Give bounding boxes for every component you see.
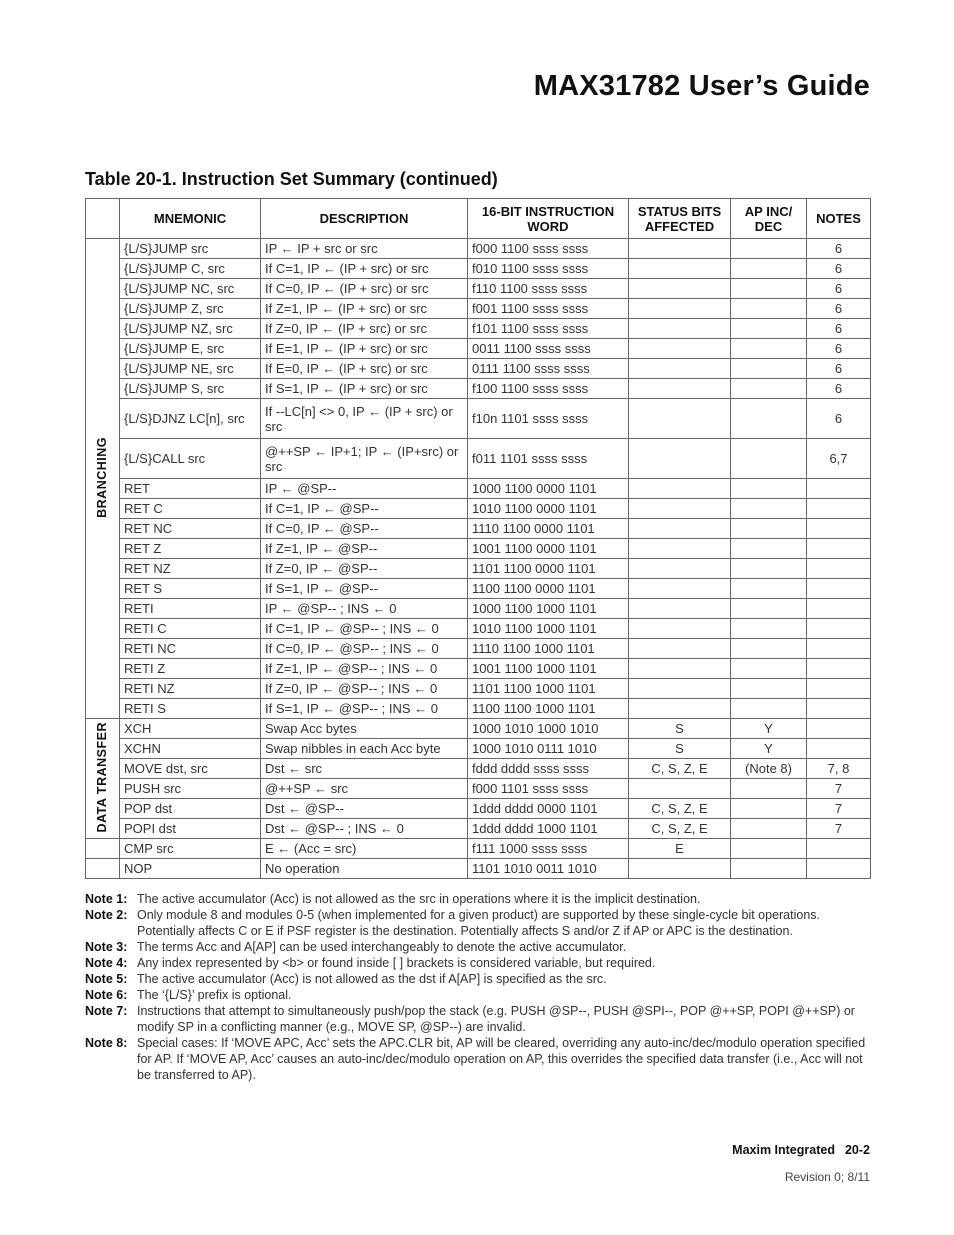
- mnemonic-cell: RETI NZ: [120, 679, 261, 699]
- ap-inc-dec-cell: [731, 659, 807, 679]
- notes-cell: [807, 739, 871, 759]
- ap-inc-dec-cell: [731, 299, 807, 319]
- notes-cell: 6: [807, 339, 871, 359]
- description-cell: If S=1, IP ← @SP--: [261, 579, 468, 599]
- mnemonic-cell: {L/S}DJNZ LC[n], src: [120, 399, 261, 439]
- status-bits-cell: [629, 779, 731, 799]
- description-cell: E ← (Acc = src): [261, 839, 468, 859]
- header-row: [86, 199, 871, 239]
- description-cell: If Z=1, IP ← @SP-- ; INS ← 0: [261, 659, 468, 679]
- ap-inc-dec-cell: (Note 8): [731, 759, 807, 779]
- table-row: [86, 499, 871, 519]
- table-row: [86, 759, 871, 779]
- instruction-word-cell: f111 1000 ssss ssss: [468, 839, 629, 859]
- footer-revision: Revision 0; 8/11: [784, 1170, 870, 1184]
- page-number: 20-2: [844, 1143, 870, 1157]
- note-text: The active accumulator (Acc) is not allowed as the dst if A[AP] is specified as the src.: [137, 972, 607, 986]
- note-label: Note 8:: [85, 1036, 128, 1050]
- note-label: Note 5:: [85, 972, 128, 986]
- status-bits-cell: [629, 859, 731, 879]
- mnemonic-cell: RET NC: [120, 519, 261, 539]
- note-item: [85, 955, 870, 971]
- instruction-word-cell: 1ddd dddd 1000 1101: [468, 819, 629, 839]
- status-bits-cell: S: [629, 719, 731, 739]
- mnemonic-cell: PUSH src: [120, 779, 261, 799]
- status-bits-cell: [629, 519, 731, 539]
- table-row: [86, 279, 871, 299]
- note-item: [85, 939, 870, 955]
- mnemonic-cell: RETI Z: [120, 659, 261, 679]
- description-cell: @++SP ← src: [261, 779, 468, 799]
- mnemonic-cell: {L/S}JUMP src: [120, 239, 261, 259]
- notes-cell: 6: [807, 259, 871, 279]
- status-bits-cell: [629, 639, 731, 659]
- notes-cell: [807, 679, 871, 699]
- status-bits-cell: [629, 499, 731, 519]
- mnemonic-cell: RET C: [120, 499, 261, 519]
- mnemonic-cell: RET: [120, 479, 261, 499]
- instruction-word-cell: 1101 1100 0000 1101: [468, 559, 629, 579]
- status-bits-cell: [629, 679, 731, 699]
- status-bits-cell: C, S, Z, E: [629, 799, 731, 819]
- ap-inc-dec-cell: [731, 279, 807, 299]
- instruction-word-cell: 1001 1100 0000 1101: [468, 539, 629, 559]
- note-label: Note 4:: [85, 956, 128, 970]
- header-group-cell: [86, 199, 120, 239]
- ap-inc-dec-cell: [731, 519, 807, 539]
- note-item: [85, 971, 870, 987]
- ap-inc-dec-cell: [731, 439, 807, 479]
- note-item: [85, 891, 870, 907]
- description-cell: If C=1, IP ← @SP--: [261, 499, 468, 519]
- status-bits-cell: [629, 319, 731, 339]
- notes-cell: 7, 8: [807, 759, 871, 779]
- status-bits-cell: [629, 539, 731, 559]
- company-name: Maxim Integrated: [732, 1143, 835, 1157]
- note-text: Special cases: If ‘MOVE APC, Acc’ sets the APC.CLR bit, AP will be cleared, overriding any auto-inc/dec/modulo operation specified for AP. If ‘MOVE AP, Acc’ causes an auto-inc/dec/modulo operation on AP, this overrides the specified data transfer (i.e., Acc will not be transferred to AP).: [137, 1036, 866, 1082]
- mnemonic-cell: XCH: [120, 719, 261, 739]
- description-cell: No operation: [261, 859, 468, 879]
- note-label: Note 7:: [85, 1004, 128, 1018]
- description-cell: If S=1, IP ← (IP + src) or src: [261, 379, 468, 399]
- ap-inc-dec-cell: [731, 639, 807, 659]
- instruction-word-cell: f010 1100 ssss ssss: [468, 259, 629, 279]
- note-text: Instructions that attempt to simultaneously push/pop the stack (e.g. PUSH @SP--, PUSH @SPI--, POP @++SP, POPI @++SP) or modify SP in a conflicting manner (e.g., MOVE SP, @SP--) are invalid.: [137, 1004, 855, 1034]
- instruction-set-table: [85, 198, 871, 879]
- ap-inc-dec-cell: [731, 679, 807, 699]
- table-row: [86, 699, 871, 719]
- note-item: [85, 987, 870, 1003]
- description-cell: If C=1, IP ← @SP-- ; INS ← 0: [261, 619, 468, 639]
- notes-cell: [807, 499, 871, 519]
- notes-cell: 6: [807, 319, 871, 339]
- empty-group-cell: [86, 859, 120, 879]
- ap-inc-dec-cell: Y: [731, 719, 807, 739]
- notes-cell: 6: [807, 399, 871, 439]
- mnemonic-cell: RETI C: [120, 619, 261, 639]
- note-text: The terms Acc and A[AP] can be used interchangeably to denote the active accumulator.: [137, 940, 627, 954]
- status-bits-cell: [629, 599, 731, 619]
- instruction-word-cell: f000 1100 ssss ssss: [468, 239, 629, 259]
- status-bits-cell: [629, 279, 731, 299]
- notes-cell: [807, 659, 871, 679]
- notes-cell: 6,7: [807, 439, 871, 479]
- table-row: [86, 679, 871, 699]
- note-item: [85, 1035, 870, 1083]
- notes-cell: [807, 859, 871, 879]
- status-bits-cell: [629, 699, 731, 719]
- instruction-word-cell: f011 1101 ssss ssss: [468, 439, 629, 479]
- description-cell: If Z=1, IP ← (IP + src) or src: [261, 299, 468, 319]
- notes-cell: [807, 839, 871, 859]
- ap-inc-dec-cell: [731, 699, 807, 719]
- table-row: [86, 839, 871, 859]
- notes-cell: 7: [807, 799, 871, 819]
- description-cell: IP ← @SP--: [261, 479, 468, 499]
- instruction-word-cell: 0011 1100 ssss ssss: [468, 339, 629, 359]
- table-row: [86, 619, 871, 639]
- empty-group-cell: [86, 839, 120, 859]
- note-label: Note 3:: [85, 940, 128, 954]
- instruction-word-cell: 1000 1100 0000 1101: [468, 479, 629, 499]
- notes-cell: 6: [807, 299, 871, 319]
- branching-group-label: [86, 239, 120, 719]
- table-row: [86, 579, 871, 599]
- header-description: DESCRIPTION: [261, 199, 468, 239]
- status-bits-cell: [629, 479, 731, 499]
- ap-inc-dec-cell: [731, 559, 807, 579]
- table-row: [86, 439, 871, 479]
- ap-inc-dec-cell: [731, 319, 807, 339]
- notes-cell: [807, 479, 871, 499]
- instruction-word-cell: fddd dddd ssss ssss: [468, 759, 629, 779]
- instruction-word-cell: f001 1100 ssss ssss: [468, 299, 629, 319]
- mnemonic-cell: POP dst: [120, 799, 261, 819]
- table-row: [86, 319, 871, 339]
- note-text: Any index represented by <b> or found inside [ ] brackets is considered variable, but required.: [137, 956, 656, 970]
- description-cell: Swap nibbles in each Acc byte: [261, 739, 468, 759]
- table-row: [86, 859, 871, 879]
- notes-cell: [807, 619, 871, 639]
- description-cell: Dst ← src: [261, 759, 468, 779]
- table-row: [86, 659, 871, 679]
- description-cell: If C=0, IP ← (IP + src) or src: [261, 279, 468, 299]
- mnemonic-cell: RETI NC: [120, 639, 261, 659]
- table-row: [86, 479, 871, 499]
- status-bits-cell: C, S, Z, E: [629, 819, 731, 839]
- mnemonic-cell: RET S: [120, 579, 261, 599]
- description-cell: If E=0, IP ← (IP + src) or src: [261, 359, 468, 379]
- ap-inc-dec-cell: [731, 579, 807, 599]
- ap-inc-dec-cell: Y: [731, 739, 807, 759]
- description-cell: If S=1, IP ← @SP-- ; INS ← 0: [261, 699, 468, 719]
- mnemonic-cell: {L/S}JUMP Z, src: [120, 299, 261, 319]
- instruction-word-cell: f100 1100 ssss ssss: [468, 379, 629, 399]
- note-label: Note 1:: [85, 892, 128, 906]
- header-ap-inc-dec: AP INC/ DEC: [731, 199, 807, 239]
- ap-inc-dec-cell: [731, 859, 807, 879]
- notes-cell: 6: [807, 359, 871, 379]
- mnemonic-cell: {L/S}JUMP C, src: [120, 259, 261, 279]
- instruction-word-cell: 1101 1100 1000 1101: [468, 679, 629, 699]
- table-row: [86, 399, 871, 439]
- table-row: [86, 339, 871, 359]
- notes-cell: [807, 719, 871, 739]
- header-notes: NOTES: [807, 199, 871, 239]
- description-cell: Dst ← @SP--: [261, 799, 468, 819]
- ap-inc-dec-cell: [731, 799, 807, 819]
- mnemonic-cell: {L/S}CALL src: [120, 439, 261, 479]
- ap-inc-dec-cell: [731, 539, 807, 559]
- description-cell: If Z=0, IP ← @SP--: [261, 559, 468, 579]
- mnemonic-cell: {L/S}JUMP S, src: [120, 379, 261, 399]
- status-bits-cell: [629, 379, 731, 399]
- table-caption: Table 20-1. Instruction Set Summary (continued): [85, 169, 498, 189]
- table-header: [86, 199, 871, 239]
- mnemonic-cell: {L/S}JUMP E, src: [120, 339, 261, 359]
- status-bits-cell: [629, 619, 731, 639]
- description-cell: If Z=0, IP ← @SP-- ; INS ← 0: [261, 679, 468, 699]
- status-bits-cell: [629, 399, 731, 439]
- status-bits-cell: [629, 359, 731, 379]
- branching-group-label-text: BRANCHING: [95, 436, 109, 518]
- table-row: [86, 379, 871, 399]
- table-body: [86, 239, 871, 879]
- table-row: [86, 239, 871, 259]
- header-instruction-word: 16-BIT INSTRUCTION WORD: [468, 199, 629, 239]
- table-row: [86, 739, 871, 759]
- ap-inc-dec-cell: [731, 259, 807, 279]
- instruction-word-cell: 1100 1100 1000 1101: [468, 699, 629, 719]
- data-transfer-group-label-text: DATA TRANSFER: [95, 721, 109, 833]
- mnemonic-cell: RET NZ: [120, 559, 261, 579]
- table-row: [86, 819, 871, 839]
- mnemonic-cell: NOP: [120, 859, 261, 879]
- instruction-word-cell: 1100 1100 0000 1101: [468, 579, 629, 599]
- notes-cell: [807, 699, 871, 719]
- table-row: [86, 799, 871, 819]
- table-row: [86, 299, 871, 319]
- table-row: [86, 599, 871, 619]
- instruction-word-cell: f110 1100 ssss ssss: [468, 279, 629, 299]
- status-bits-cell: [629, 439, 731, 479]
- mnemonic-cell: XCHN: [120, 739, 261, 759]
- instruction-word-cell: 0111 1100 ssss ssss: [468, 359, 629, 379]
- description-cell: If C=0, IP ← @SP--: [261, 519, 468, 539]
- notes-cell: 6: [807, 279, 871, 299]
- instruction-word-cell: 1010 1100 0000 1101: [468, 499, 629, 519]
- notes-cell: [807, 559, 871, 579]
- ap-inc-dec-cell: [731, 839, 807, 859]
- document-title: MAX31782 User’s Guide: [533, 70, 870, 102]
- status-bits-cell: [629, 559, 731, 579]
- description-cell: @++SP ← IP+1; IP ← (IP+src) or src: [261, 439, 468, 479]
- notes-cell: [807, 599, 871, 619]
- notes-cell: [807, 519, 871, 539]
- ap-inc-dec-cell: [731, 619, 807, 639]
- description-cell: If C=1, IP ← (IP + src) or src: [261, 259, 468, 279]
- description-cell: If Z=1, IP ← @SP--: [261, 539, 468, 559]
- ap-inc-dec-cell: [731, 399, 807, 439]
- notes-cell: 6: [807, 379, 871, 399]
- mnemonic-cell: CMP src: [120, 839, 261, 859]
- table-row: [86, 719, 871, 739]
- mnemonic-cell: POPI dst: [120, 819, 261, 839]
- instruction-word-cell: 1001 1100 1000 1101: [468, 659, 629, 679]
- ap-inc-dec-cell: [731, 499, 807, 519]
- description-cell: If Z=0, IP ← (IP + src) or src: [261, 319, 468, 339]
- note-text: Only module 8 and modules 0-5 (when implemented for a given product) are supported by these single-cycle bit operations. Potentially affects C or E if PSF register is the destination. Potentially affects S and/or Z if AP or APC is the destination.: [137, 908, 821, 938]
- description-cell: Dst ← @SP-- ; INS ← 0: [261, 819, 468, 839]
- header-status-bits: STATUS BITS AFFECTED: [629, 199, 731, 239]
- table-row: [86, 259, 871, 279]
- mnemonic-cell: MOVE dst, src: [120, 759, 261, 779]
- mnemonic-cell: {L/S}JUMP NZ, src: [120, 319, 261, 339]
- table-row: [86, 519, 871, 539]
- footer-company: [732, 1143, 870, 1157]
- table-row: [86, 359, 871, 379]
- notes-section: [85, 891, 870, 1083]
- status-bits-cell: [629, 339, 731, 359]
- notes-cell: 7: [807, 819, 871, 839]
- description-cell: If E=1, IP ← (IP + src) or src: [261, 339, 468, 359]
- status-bits-cell: [629, 579, 731, 599]
- instruction-word-cell: 1000 1010 0111 1010: [468, 739, 629, 759]
- table-row: [86, 539, 871, 559]
- ap-inc-dec-cell: [731, 379, 807, 399]
- instruction-word-cell: f101 1100 ssss ssss: [468, 319, 629, 339]
- ap-inc-dec-cell: [731, 239, 807, 259]
- instruction-word-cell: 1101 1010 0011 1010: [468, 859, 629, 879]
- mnemonic-cell: RET Z: [120, 539, 261, 559]
- note-text: The ‘{L/S}’ prefix is optional.: [137, 988, 292, 1002]
- instruction-word-cell: 1110 1100 0000 1101: [468, 519, 629, 539]
- status-bits-cell: [629, 299, 731, 319]
- status-bits-cell: [629, 239, 731, 259]
- note-label: Note 2:: [85, 908, 128, 922]
- table-row: [86, 779, 871, 799]
- status-bits-cell: S: [629, 739, 731, 759]
- note-label: Note 6:: [85, 988, 128, 1002]
- notes-cell: 6: [807, 239, 871, 259]
- description-cell: If C=0, IP ← @SP-- ; INS ← 0: [261, 639, 468, 659]
- instruction-word-cell: 1000 1100 1000 1101: [468, 599, 629, 619]
- ap-inc-dec-cell: [731, 359, 807, 379]
- notes-cell: [807, 639, 871, 659]
- status-bits-cell: [629, 659, 731, 679]
- notes-cell: 7: [807, 779, 871, 799]
- instruction-word-cell: 1010 1100 1000 1101: [468, 619, 629, 639]
- status-bits-cell: E: [629, 839, 731, 859]
- instruction-word-cell: 1000 1010 1000 1010: [468, 719, 629, 739]
- note-text: The active accumulator (Acc) is not allowed as the src in operations where it is the implicit destination.: [137, 892, 701, 906]
- ap-inc-dec-cell: [731, 599, 807, 619]
- note-item: [85, 1003, 870, 1035]
- ap-inc-dec-cell: [731, 779, 807, 799]
- description-cell: Swap Acc bytes: [261, 719, 468, 739]
- note-item: [85, 907, 870, 939]
- mnemonic-cell: RETI: [120, 599, 261, 619]
- data-transfer-group-label: [86, 719, 120, 839]
- description-cell: If --LC[n] <> 0, IP ← (IP + src) or src: [261, 399, 468, 439]
- mnemonic-cell: RETI S: [120, 699, 261, 719]
- instruction-word-cell: 1ddd dddd 0000 1101: [468, 799, 629, 819]
- table-row: [86, 639, 871, 659]
- mnemonic-cell: {L/S}JUMP NE, src: [120, 359, 261, 379]
- table-row: [86, 559, 871, 579]
- mnemonic-cell: {L/S}JUMP NC, src: [120, 279, 261, 299]
- instruction-word-cell: f10n 1101 ssss ssss: [468, 399, 629, 439]
- notes-cell: [807, 539, 871, 559]
- status-bits-cell: C, S, Z, E: [629, 759, 731, 779]
- description-cell: IP ← @SP-- ; INS ← 0: [261, 599, 468, 619]
- ap-inc-dec-cell: [731, 339, 807, 359]
- ap-inc-dec-cell: [731, 479, 807, 499]
- instruction-word-cell: 1110 1100 1000 1101: [468, 639, 629, 659]
- status-bits-cell: [629, 259, 731, 279]
- ap-inc-dec-cell: [731, 819, 807, 839]
- instruction-word-cell: f000 1101 ssss ssss: [468, 779, 629, 799]
- notes-cell: [807, 579, 871, 599]
- description-cell: IP ← IP + src or src: [261, 239, 468, 259]
- header-mnemonic: MNEMONIC: [120, 199, 261, 239]
